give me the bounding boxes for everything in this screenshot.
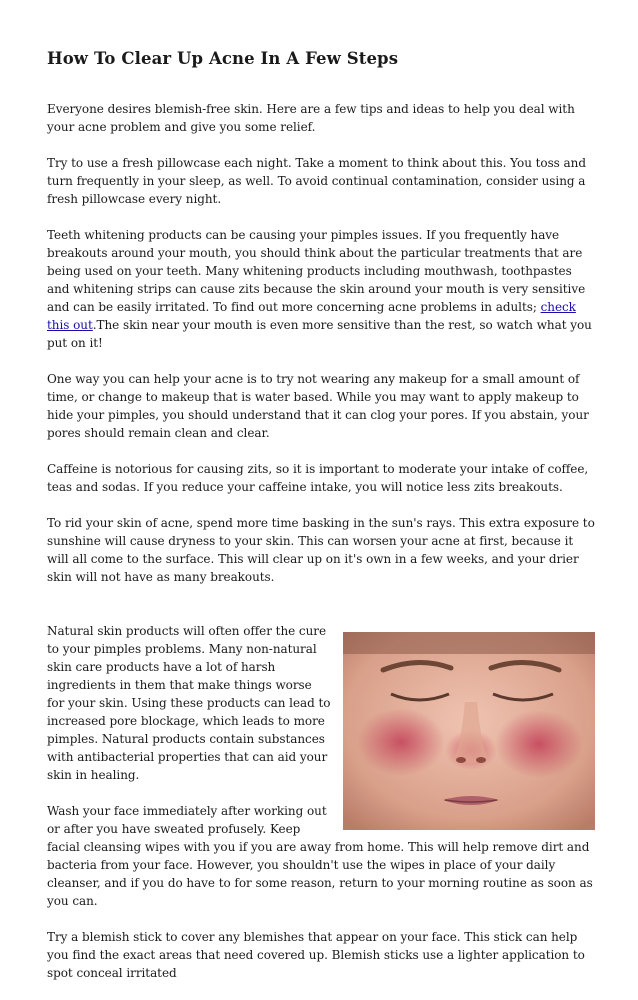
paragraph-teeth-whitening <box>47 226 595 352</box>
spacer <box>47 604 595 622</box>
paragraph-intro: Everyone desires blemish-free skin. Here are a few tips and ideas to help you deal with your acne problem and give you some relief. <box>47 102 575 134</box>
hairline <box>343 632 595 654</box>
article-body <box>47 100 595 1000</box>
face-illustration <box>343 632 595 830</box>
check-this-out-link[interactable]: check this out <box>47 300 576 332</box>
paragraph-makeup: One way you can help your acne is to try not wearing any makeup for a small amount of time, or change to makeup that is water based. While you may want to apply makeup to hide your pimples, you should understand that it can clog your pores. If you abstain, your pores should remain clean and clear. <box>47 372 589 440</box>
left-nostril <box>456 757 466 763</box>
left-cheek-redness <box>357 708 445 776</box>
paragraph-blemish-stick: Try a blemish stick to cover any blemishes that appear on your face. This stick can help you find the exact areas that need covered up. Blemish sticks use a lighter application to spot conceal irritated <box>47 930 585 980</box>
article-title: How To Clear Up Acne In A Few Steps <box>47 49 399 68</box>
acne-face-photo <box>343 632 595 830</box>
paragraph-natural-products: Natural skin products will often offer the cure to your pimples problems. Many non-natural skin care products have a lot of harsh ingredients in them that make things worse for your skin. Using these products can lead to increased pore blockage, which leads to more pimples. Natural products contain substances with antibacterial properties that can aid your skin in healing. <box>47 624 331 782</box>
paragraph-caffeine: Caffeine is notorious for causing zits, so it is important to moderate your intake of coffee, teas and sodas. If you reduce your caffeine intake, you will notice less zits breakouts. <box>47 462 589 494</box>
right-cheek-redness <box>495 710 583 778</box>
paragraph-pillowcase: Try to use a fresh pillowcase each night. Take a moment to think about this. You toss and turn frequently in your sleep, as well. To avoid continual contamination, consider using a fresh pillowcase every night. <box>47 156 586 206</box>
paragraph-teeth-whitening-text: Teeth whitening products can be causing your pimples issues. If you frequently have breakouts around your mouth, you should think about the particular treatments that are being used on your teeth. Many whitening products including mouthwash, toothpastes and whitening strips can cause zits because the skin around your mouth is very sensitive and can be easily irritated. To find out more concerning acne problems in adults; <box>47 228 586 314</box>
paragraph-wash-face: Wash your face immediately after working out or after you have sweated profusely. Keep facial cleansing wipes with you if you are away from home. This will help remove dirt and bacteria from your face. However, you shouldn't use the wipes in place of your daily cleanser, and if you do have to for some reason, return to your morning routine as soon as you can. <box>47 804 593 908</box>
paragraph-teeth-whitening-tail: .The skin near your mouth is even more sensitive than the rest, so watch what you put on it! <box>47 318 592 350</box>
right-nostril <box>476 757 486 763</box>
paragraph-sun: To rid your skin of acne, spend more time basking in the sun's rays. This extra exposure to sunshine will cause dryness to your skin. This can worsen your acne at first, because it will all come to the surface. This will clear up on it's own in a few weeks, and your drier skin will not have as many breakouts. <box>47 516 595 584</box>
